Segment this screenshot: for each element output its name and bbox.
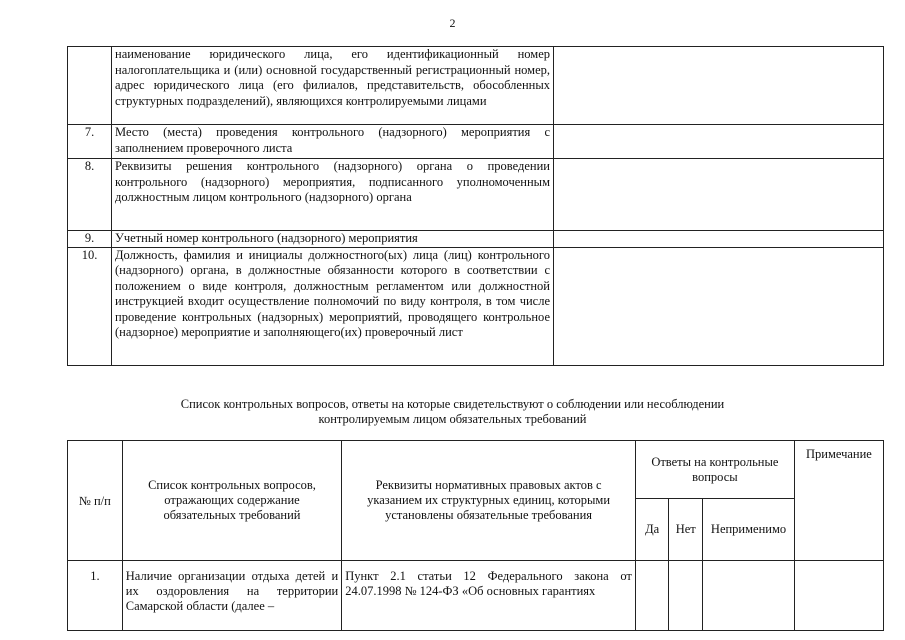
section-title-line: контролируемым лицом обязательных требований <box>318 412 587 426</box>
value-cell[interactable] <box>554 247 884 365</box>
table-row <box>68 247 884 365</box>
value-cell[interactable] <box>554 231 884 248</box>
header-requisites: Реквизиты нормативных правовых актов с указанием их структурных единиц, которыми установлены обязательные требования <box>342 441 636 561</box>
header-note: Примечание <box>794 441 883 561</box>
row-number: 1. <box>68 561 123 631</box>
answer-yes-cell[interactable] <box>635 561 668 631</box>
header-not-applicable: Неприменимо <box>703 499 795 561</box>
header-no: Нет <box>669 499 703 561</box>
header-questions: Список контрольных вопросов, отражающих содержание обязательных требований <box>122 441 341 561</box>
table-row <box>68 159 884 231</box>
header-num: № п/п <box>68 441 123 561</box>
row-number: 7. <box>68 125 112 159</box>
answer-no-cell[interactable] <box>669 561 703 631</box>
value-cell[interactable] <box>554 47 884 125</box>
question-text: Наличие организации отдыха детей и их оздоровления на территории Самарской области (далее – <box>122 561 341 631</box>
table-row <box>68 561 884 631</box>
table-row <box>68 47 884 125</box>
requisite-text: Пункт 2.1 статьи 12 Федерального закона от 24.07.1998 № 124-ФЗ «Об основных гарантиях <box>342 561 636 631</box>
header-answers: Ответы на контрольные вопросы <box>635 441 794 499</box>
checklist-table <box>67 440 884 631</box>
section-title <box>0 397 905 427</box>
inspection-info-table <box>67 46 884 366</box>
section-title-line: Список контрольных вопросов, ответы на которые свидетельствуют о соблюдении или несоблюдении <box>180 397 725 411</box>
row-text: Учетный номер контрольного (надзорного) мероприятия <box>112 231 554 248</box>
table-row <box>68 125 884 159</box>
value-cell[interactable] <box>554 159 884 231</box>
row-text: Должность, фамилия и инициалы должностного(ых) лица (лиц) контрольного (надзорного) органа, в должностные обязанности которого в соответствии с положением о виде контроля, должностным регламентом или должностной инструкцией входит осуществление полномочий по виду контроля, в том числе проведение контрольных (надзорных) мероприятий, проводящего контрольное (надзорное) мероприятие и заполняющего(их) проверочный лист <box>112 247 554 365</box>
row-number: 10. <box>68 247 112 365</box>
page-number: 2 <box>449 16 456 30</box>
row-text: Реквизиты решения контрольного (надзорного) органа о проведении контрольного (надзорного) мероприятия, подписанного уполномоченным должностным лицом контрольного (надзорного) органа <box>112 159 554 231</box>
value-cell[interactable] <box>554 125 884 159</box>
note-cell[interactable] <box>794 561 883 631</box>
row-text: Место (места) проведения контрольного (надзорного) мероприятия с заполнением проверочного листа <box>112 125 554 159</box>
answer-na-cell[interactable] <box>703 561 795 631</box>
header-row <box>68 441 884 499</box>
row-number <box>68 47 112 125</box>
row-number: 9. <box>68 231 112 248</box>
row-number: 8. <box>68 159 112 231</box>
row-text: наименование юридического лица, его идентификационный номер налогоплательщика и (или) основной государственный регистрационный номер, адрес юридического лица (его филиалов, представительств, обособленных структурных подразделений), являющихся контролируемыми лицами <box>112 47 554 125</box>
header-yes: Да <box>635 499 668 561</box>
table-row <box>68 231 884 248</box>
